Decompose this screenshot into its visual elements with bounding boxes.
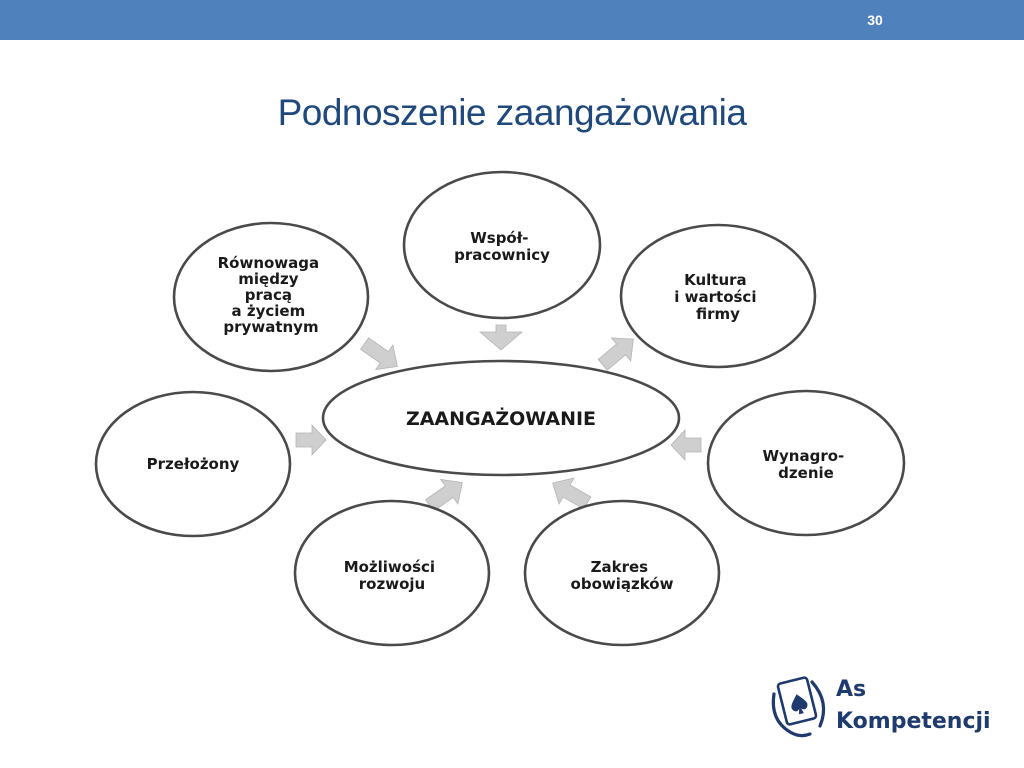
slide-title: Podnoszenie zaangażowania [277, 92, 747, 133]
node-label: Możliwości rozwoju [343, 558, 436, 593]
node-przelozony [96, 392, 290, 536]
node-wspolpracownicy [404, 172, 600, 318]
as-kompetencji-logo [768, 672, 998, 742]
spade-card-icon [768, 672, 834, 742]
center-label: ZAANGAŻOWANIE [405, 408, 597, 430]
arrow-from-wspolpracownicy [480, 325, 522, 350]
arrow-from-przelozony [296, 425, 326, 455]
node-rownowaga [174, 223, 368, 371]
node-kultura [621, 225, 815, 367]
node-wynagrodzenie [708, 391, 904, 535]
slide-number: 30 [867, 12, 883, 28]
arrow-from-wynagrodzenie [671, 430, 701, 460]
node-label: Równowaga między pracą a życiem prywatnym [217, 254, 320, 336]
node-mozliwosci [295, 501, 489, 645]
logo-line-kompetencji: Kompetencji [836, 709, 991, 734]
node-label: Kultura i wartości firmy [674, 271, 757, 323]
node-zakres [525, 501, 719, 645]
node-label: Współ- pracownicy [454, 229, 550, 264]
node-label: Wynagro- dzenie [762, 447, 845, 482]
node-label: Przełożony [146, 455, 240, 473]
center-node [323, 361, 679, 475]
node-label: Zakres obowiązków [570, 558, 674, 593]
logo-line-as: As [836, 677, 867, 702]
